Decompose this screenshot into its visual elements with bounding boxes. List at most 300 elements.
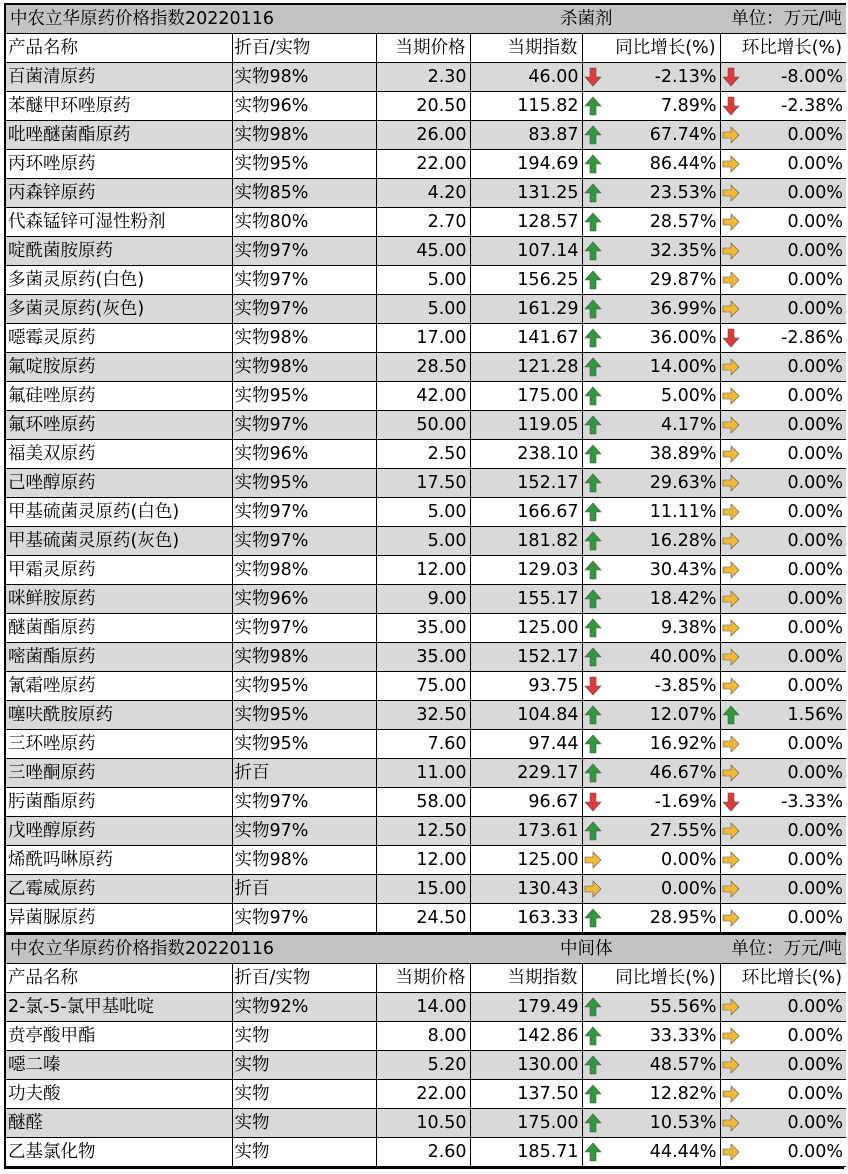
product-name: 吡唑醚菌酯原药 bbox=[6, 121, 232, 150]
mom-change-value: 0.00% bbox=[787, 386, 844, 406]
current-index: 141.67 bbox=[470, 324, 582, 353]
header-price: 当期价格 bbox=[376, 964, 470, 993]
product-spec: 实物98% bbox=[232, 846, 376, 875]
mom-change-cell bbox=[720, 1138, 846, 1167]
current-price: 5.00 bbox=[376, 295, 470, 324]
green-up-arrow-icon bbox=[584, 1055, 602, 1075]
green-up-arrow-icon bbox=[584, 328, 602, 348]
header-yoy: 同比增长(%) bbox=[582, 34, 720, 63]
table-row bbox=[6, 643, 846, 672]
mom-change-value: 0.00% bbox=[787, 734, 844, 754]
mom-change-cell bbox=[720, 440, 846, 469]
current-price: 17.50 bbox=[376, 469, 470, 498]
green-up-arrow-icon bbox=[584, 154, 602, 174]
current-price: 20.50 bbox=[376, 92, 470, 121]
yoy-change-cell bbox=[582, 1109, 720, 1138]
current-index: 156.25 bbox=[470, 266, 582, 295]
product-name: 氰霜唑原药 bbox=[6, 672, 232, 701]
current-price: 35.00 bbox=[376, 614, 470, 643]
yoy-change-value: 44.44% bbox=[649, 1142, 717, 1162]
product-spec: 实物 bbox=[232, 1022, 376, 1051]
yoy-change-value: 32.35% bbox=[649, 241, 717, 261]
green-up-arrow-icon bbox=[584, 125, 602, 145]
green-up-arrow-icon bbox=[584, 1142, 602, 1162]
table-row bbox=[6, 498, 846, 527]
yellow-right-arrow-icon bbox=[722, 299, 740, 319]
green-up-arrow-icon bbox=[584, 357, 602, 377]
yellow-right-arrow-icon bbox=[722, 125, 740, 145]
mom-change-value: 0.00% bbox=[787, 676, 844, 696]
red-down-arrow-icon bbox=[584, 67, 602, 87]
product-spec: 实物97% bbox=[232, 411, 376, 440]
yellow-right-arrow-icon bbox=[722, 1113, 740, 1133]
green-up-arrow-icon bbox=[584, 589, 602, 609]
product-spec: 实物97% bbox=[232, 527, 376, 556]
mom-change-cell bbox=[720, 469, 846, 498]
product-name: 异菌脲原药 bbox=[6, 904, 232, 933]
yoy-change-cell bbox=[582, 208, 720, 237]
table-row bbox=[6, 759, 846, 788]
green-up-arrow-icon bbox=[584, 444, 602, 464]
mom-change-cell bbox=[720, 817, 846, 846]
yoy-change-value: 16.28% bbox=[649, 531, 717, 551]
table-row bbox=[6, 150, 846, 179]
table-row bbox=[6, 672, 846, 701]
yellow-right-arrow-icon bbox=[722, 618, 740, 638]
yoy-change-cell bbox=[582, 1022, 720, 1051]
green-up-arrow-icon bbox=[584, 531, 602, 551]
yellow-right-arrow-icon bbox=[722, 821, 740, 841]
yellow-right-arrow-icon bbox=[584, 879, 602, 899]
product-spec: 实物 bbox=[232, 1138, 376, 1167]
yoy-change-value: 10.53% bbox=[649, 1113, 717, 1133]
table-row bbox=[6, 556, 846, 585]
header-index: 当期指数 bbox=[470, 964, 582, 993]
yoy-change-cell bbox=[582, 788, 720, 817]
current-price: 26.00 bbox=[376, 121, 470, 150]
yoy-change-value: 29.87% bbox=[649, 270, 717, 290]
yoy-change-cell bbox=[582, 1138, 720, 1167]
product-spec: 实物 bbox=[232, 1109, 376, 1138]
yoy-change-value: 14.00% bbox=[649, 357, 717, 377]
yoy-change-cell bbox=[582, 759, 720, 788]
red-down-arrow-icon bbox=[584, 676, 602, 696]
current-price: 11.00 bbox=[376, 759, 470, 788]
mom-change-value: 0.00% bbox=[787, 299, 844, 319]
yellow-right-arrow-icon bbox=[722, 560, 740, 580]
mom-change-value: 0.00% bbox=[787, 154, 844, 174]
product-spec: 折百 bbox=[232, 875, 376, 904]
table-row bbox=[6, 1051, 846, 1080]
table-row bbox=[6, 92, 846, 121]
product-spec: 实物96% bbox=[232, 585, 376, 614]
table-row bbox=[6, 993, 846, 1022]
yellow-right-arrow-icon bbox=[722, 879, 740, 899]
product-name: 噁二嗪 bbox=[6, 1051, 232, 1080]
current-index: 175.00 bbox=[470, 382, 582, 411]
current-index: 163.33 bbox=[470, 904, 582, 933]
product-spec: 实物95% bbox=[232, 469, 376, 498]
yoy-change-value: 36.99% bbox=[649, 299, 717, 319]
current-index: 130.43 bbox=[470, 875, 582, 904]
yellow-right-arrow-icon bbox=[722, 908, 740, 928]
current-price: 15.00 bbox=[376, 875, 470, 904]
current-price: 7.60 bbox=[376, 730, 470, 759]
yoy-change-cell bbox=[582, 121, 720, 150]
product-name: 功夫酸 bbox=[6, 1080, 232, 1109]
current-index: 185.71 bbox=[470, 1138, 582, 1167]
header-spec: 折百/实物 bbox=[232, 964, 376, 993]
yoy-change-value: 27.55% bbox=[649, 821, 717, 841]
mom-change-cell bbox=[720, 121, 846, 150]
product-name: 醚菌酯原药 bbox=[6, 614, 232, 643]
table-row bbox=[6, 817, 846, 846]
current-index: 161.29 bbox=[470, 295, 582, 324]
current-price: 45.00 bbox=[376, 237, 470, 266]
product-spec: 实物95% bbox=[232, 701, 376, 730]
table-row bbox=[6, 295, 846, 324]
yoy-change-cell bbox=[582, 614, 720, 643]
yoy-change-cell bbox=[582, 904, 720, 933]
current-index: 130.00 bbox=[470, 1051, 582, 1080]
yellow-right-arrow-icon bbox=[722, 1026, 740, 1046]
mom-change-value: 0.00% bbox=[787, 821, 844, 841]
current-price: 5.00 bbox=[376, 266, 470, 295]
table-row bbox=[6, 527, 846, 556]
red-down-arrow-icon bbox=[722, 67, 740, 87]
yoy-change-value: 30.43% bbox=[649, 560, 717, 580]
product-spec: 实物97% bbox=[232, 614, 376, 643]
table-row bbox=[6, 179, 846, 208]
green-up-arrow-icon bbox=[584, 1113, 602, 1133]
product-name: 戊唑醇原药 bbox=[6, 817, 232, 846]
yellow-right-arrow-icon bbox=[722, 386, 740, 406]
mom-change-cell bbox=[720, 353, 846, 382]
product-name: 乙基氯化物 bbox=[6, 1138, 232, 1167]
current-index: 129.03 bbox=[470, 556, 582, 585]
green-up-arrow-icon bbox=[584, 734, 602, 754]
mom-change-value: 0.00% bbox=[787, 241, 844, 261]
yellow-right-arrow-icon bbox=[722, 270, 740, 290]
mom-change-cell bbox=[720, 498, 846, 527]
mom-change-cell bbox=[720, 904, 846, 933]
table-row bbox=[6, 208, 846, 237]
yellow-right-arrow-icon bbox=[722, 850, 740, 870]
yoy-change-cell bbox=[582, 469, 720, 498]
section-table bbox=[6, 3, 846, 933]
current-price: 24.50 bbox=[376, 904, 470, 933]
product-name: 甲基硫菌灵原药(灰色) bbox=[6, 527, 232, 556]
unit-label: 单位：万元/吨 bbox=[720, 4, 846, 34]
current-index: 121.28 bbox=[470, 353, 582, 382]
product-spec: 实物92% bbox=[232, 993, 376, 1022]
product-spec: 实物98% bbox=[232, 63, 376, 92]
product-name: 多菌灵原药(白色) bbox=[6, 266, 232, 295]
mom-change-value: -3.33% bbox=[781, 792, 844, 812]
yoy-change-value: 48.57% bbox=[649, 1055, 717, 1075]
green-up-arrow-icon bbox=[584, 1026, 602, 1046]
green-up-arrow-icon bbox=[584, 96, 602, 116]
product-spec: 实物97% bbox=[232, 498, 376, 527]
current-price: 9.00 bbox=[376, 585, 470, 614]
header-mom: 环比增长(%) bbox=[720, 34, 846, 63]
table-row bbox=[6, 585, 846, 614]
product-spec: 实物98% bbox=[232, 643, 376, 672]
yellow-right-arrow-icon bbox=[722, 444, 740, 464]
current-index: 142.86 bbox=[470, 1022, 582, 1051]
yoy-change-value: 55.56% bbox=[649, 997, 717, 1017]
yellow-right-arrow-icon bbox=[722, 734, 740, 754]
green-up-arrow-icon bbox=[584, 270, 602, 290]
product-name: 烯酰吗啉原药 bbox=[6, 846, 232, 875]
mom-change-value: 0.00% bbox=[787, 444, 844, 464]
product-spec: 实物97% bbox=[232, 237, 376, 266]
yoy-change-cell bbox=[582, 382, 720, 411]
green-up-arrow-icon bbox=[584, 763, 602, 783]
green-up-arrow-icon bbox=[584, 183, 602, 203]
current-index: 175.00 bbox=[470, 1109, 582, 1138]
table-row bbox=[6, 904, 846, 933]
table-row bbox=[6, 440, 846, 469]
yoy-change-cell bbox=[582, 1051, 720, 1080]
green-up-arrow-icon bbox=[584, 502, 602, 522]
current-price: 4.20 bbox=[376, 179, 470, 208]
current-index: 46.00 bbox=[470, 63, 582, 92]
yellow-right-arrow-icon bbox=[722, 1084, 740, 1104]
green-up-arrow-icon bbox=[584, 647, 602, 667]
red-down-arrow-icon bbox=[722, 328, 740, 348]
yellow-right-arrow-icon bbox=[722, 589, 740, 609]
mom-change-value: 0.00% bbox=[787, 560, 844, 580]
current-index: 166.67 bbox=[470, 498, 582, 527]
green-up-arrow-icon bbox=[584, 560, 602, 580]
table-row bbox=[6, 63, 846, 92]
yoy-change-value: 36.00% bbox=[649, 328, 717, 348]
mom-change-value: 0.00% bbox=[787, 531, 844, 551]
current-index: 96.67 bbox=[470, 788, 582, 817]
green-up-arrow-icon bbox=[584, 386, 602, 406]
yoy-change-value: 33.33% bbox=[649, 1026, 717, 1046]
current-index: 83.87 bbox=[470, 121, 582, 150]
table-row bbox=[6, 730, 846, 759]
mom-change-value: 0.00% bbox=[787, 212, 844, 232]
red-down-arrow-icon bbox=[722, 96, 740, 116]
mom-change-cell bbox=[720, 237, 846, 266]
mom-change-cell bbox=[720, 614, 846, 643]
mom-change-cell bbox=[720, 875, 846, 904]
current-price: 14.00 bbox=[376, 993, 470, 1022]
current-price: 12.00 bbox=[376, 556, 470, 585]
header-product-name: 产品名称 bbox=[6, 964, 232, 993]
product-name: 福美双原药 bbox=[6, 440, 232, 469]
product-name: 噁霉灵原药 bbox=[6, 324, 232, 353]
mom-change-cell bbox=[720, 295, 846, 324]
mom-change-cell bbox=[720, 788, 846, 817]
yoy-change-cell bbox=[582, 150, 720, 179]
mom-change-value: 0.00% bbox=[787, 183, 844, 203]
mom-change-cell bbox=[720, 1051, 846, 1080]
yellow-right-arrow-icon bbox=[722, 647, 740, 667]
yellow-right-arrow-icon bbox=[722, 1055, 740, 1075]
yoy-change-cell bbox=[582, 730, 720, 759]
current-index: 97.44 bbox=[470, 730, 582, 759]
green-up-arrow-icon bbox=[584, 241, 602, 261]
mom-change-cell bbox=[720, 759, 846, 788]
yoy-change-value: 0.00% bbox=[660, 879, 717, 899]
product-spec: 实物80% bbox=[232, 208, 376, 237]
yellow-right-arrow-icon bbox=[722, 357, 740, 377]
product-spec: 实物97% bbox=[232, 817, 376, 846]
product-spec: 实物97% bbox=[232, 266, 376, 295]
current-index: 107.14 bbox=[470, 237, 582, 266]
current-price: 5.20 bbox=[376, 1051, 470, 1080]
product-spec: 实物96% bbox=[232, 440, 376, 469]
mom-change-cell bbox=[720, 411, 846, 440]
current-index: 128.57 bbox=[470, 208, 582, 237]
table-row bbox=[6, 237, 846, 266]
yoy-change-value: -1.69% bbox=[654, 792, 717, 812]
green-up-arrow-icon bbox=[584, 415, 602, 435]
product-name: 甲霜灵原药 bbox=[6, 556, 232, 585]
yoy-change-cell bbox=[582, 993, 720, 1022]
mom-change-cell bbox=[720, 643, 846, 672]
section-table bbox=[6, 933, 846, 1167]
yellow-right-arrow-icon bbox=[722, 502, 740, 522]
yoy-change-value: 7.89% bbox=[660, 96, 717, 116]
product-name: 己唑醇原药 bbox=[6, 469, 232, 498]
column-header-row bbox=[6, 964, 846, 993]
mom-change-cell bbox=[720, 92, 846, 121]
column-header-row bbox=[6, 34, 846, 63]
current-price: 50.00 bbox=[376, 411, 470, 440]
current-index: 93.75 bbox=[470, 672, 582, 701]
yoy-change-value: 67.74% bbox=[649, 125, 717, 145]
current-price: 10.50 bbox=[376, 1109, 470, 1138]
yoy-change-cell bbox=[582, 63, 720, 92]
yoy-change-cell bbox=[582, 556, 720, 585]
mom-change-value: 0.00% bbox=[787, 1084, 844, 1104]
yoy-change-cell bbox=[582, 498, 720, 527]
mom-change-value: 0.00% bbox=[787, 1055, 844, 1075]
product-name: 氟啶胺原药 bbox=[6, 353, 232, 382]
current-index: 125.00 bbox=[470, 846, 582, 875]
current-price: 75.00 bbox=[376, 672, 470, 701]
mom-change-cell bbox=[720, 382, 846, 411]
mom-change-cell bbox=[720, 266, 846, 295]
current-price: 5.00 bbox=[376, 498, 470, 527]
current-index: 104.84 bbox=[470, 701, 582, 730]
product-name: 咪鲜胺原药 bbox=[6, 585, 232, 614]
yellow-right-arrow-icon bbox=[722, 997, 740, 1017]
yoy-change-cell bbox=[582, 1080, 720, 1109]
red-down-arrow-icon bbox=[722, 792, 740, 812]
current-price: 17.00 bbox=[376, 324, 470, 353]
green-up-arrow-icon bbox=[722, 705, 740, 725]
product-spec: 实物95% bbox=[232, 150, 376, 179]
mom-change-value: 0.00% bbox=[787, 502, 844, 522]
product-name: 甲基硫菌灵原药(白色) bbox=[6, 498, 232, 527]
table-row bbox=[6, 382, 846, 411]
table-row bbox=[6, 324, 846, 353]
product-name: 三环唑原药 bbox=[6, 730, 232, 759]
yellow-right-arrow-icon bbox=[722, 241, 740, 261]
yoy-change-cell bbox=[582, 237, 720, 266]
mom-change-value: 1.56% bbox=[787, 705, 844, 725]
mom-change-cell bbox=[720, 1080, 846, 1109]
mom-change-cell bbox=[720, 208, 846, 237]
current-index: 119.05 bbox=[470, 411, 582, 440]
green-up-arrow-icon bbox=[584, 473, 602, 493]
yoy-change-cell bbox=[582, 846, 720, 875]
green-up-arrow-icon bbox=[584, 908, 602, 928]
table-row bbox=[6, 1109, 846, 1138]
current-index: 173.61 bbox=[470, 817, 582, 846]
header-product-name: 产品名称 bbox=[6, 34, 232, 63]
mom-change-cell bbox=[720, 993, 846, 1022]
price-index-sheet bbox=[4, 3, 844, 1169]
yoy-change-value: 23.53% bbox=[649, 183, 717, 203]
section-title: 中农立华原药价格指数20220116 bbox=[6, 4, 470, 34]
product-name: 氟硅唑原药 bbox=[6, 382, 232, 411]
current-price: 5.00 bbox=[376, 527, 470, 556]
unit-label: 单位：万元/吨 bbox=[720, 934, 846, 964]
table-row bbox=[6, 701, 846, 730]
current-price: 22.00 bbox=[376, 150, 470, 179]
mom-change-value: 0.00% bbox=[787, 415, 844, 435]
table-row bbox=[6, 266, 846, 295]
product-name: 2-氯-5-氯甲基吡啶 bbox=[6, 993, 232, 1022]
section-title: 中农立华原药价格指数20220116 bbox=[6, 934, 470, 964]
product-name: 丙森锌原药 bbox=[6, 179, 232, 208]
yoy-change-value: 18.42% bbox=[649, 589, 717, 609]
yoy-change-value: 29.63% bbox=[649, 473, 717, 493]
green-up-arrow-icon bbox=[584, 299, 602, 319]
yellow-right-arrow-icon bbox=[722, 531, 740, 551]
mom-change-cell bbox=[720, 556, 846, 585]
yellow-right-arrow-icon bbox=[722, 1142, 740, 1162]
yoy-change-cell bbox=[582, 701, 720, 730]
product-name: 三唑酮原药 bbox=[6, 759, 232, 788]
product-spec: 实物97% bbox=[232, 295, 376, 324]
yoy-change-cell bbox=[582, 585, 720, 614]
current-index: 181.82 bbox=[470, 527, 582, 556]
yellow-right-arrow-icon bbox=[584, 850, 602, 870]
yoy-change-value: 38.89% bbox=[649, 444, 717, 464]
product-spec: 实物 bbox=[232, 1051, 376, 1080]
product-spec: 实物97% bbox=[232, 904, 376, 933]
current-price: 22.00 bbox=[376, 1080, 470, 1109]
yoy-change-value: 0.00% bbox=[660, 850, 717, 870]
product-name: 贲亭酸甲酯 bbox=[6, 1022, 232, 1051]
current-price: 12.50 bbox=[376, 817, 470, 846]
product-spec: 实物97% bbox=[232, 788, 376, 817]
table-row bbox=[6, 411, 846, 440]
mom-change-value: 0.00% bbox=[787, 270, 844, 290]
mom-change-cell bbox=[720, 730, 846, 759]
product-name: 丙环唑原药 bbox=[6, 150, 232, 179]
table-row bbox=[6, 875, 846, 904]
mom-change-value: 0.00% bbox=[787, 589, 844, 609]
current-index: 137.50 bbox=[470, 1080, 582, 1109]
mom-change-cell bbox=[720, 1022, 846, 1051]
product-spec: 折百 bbox=[232, 759, 376, 788]
yellow-right-arrow-icon bbox=[722, 676, 740, 696]
mom-change-cell bbox=[720, 63, 846, 92]
current-price: 32.50 bbox=[376, 701, 470, 730]
product-spec: 实物 bbox=[232, 1080, 376, 1109]
current-index: 125.00 bbox=[470, 614, 582, 643]
green-up-arrow-icon bbox=[584, 212, 602, 232]
